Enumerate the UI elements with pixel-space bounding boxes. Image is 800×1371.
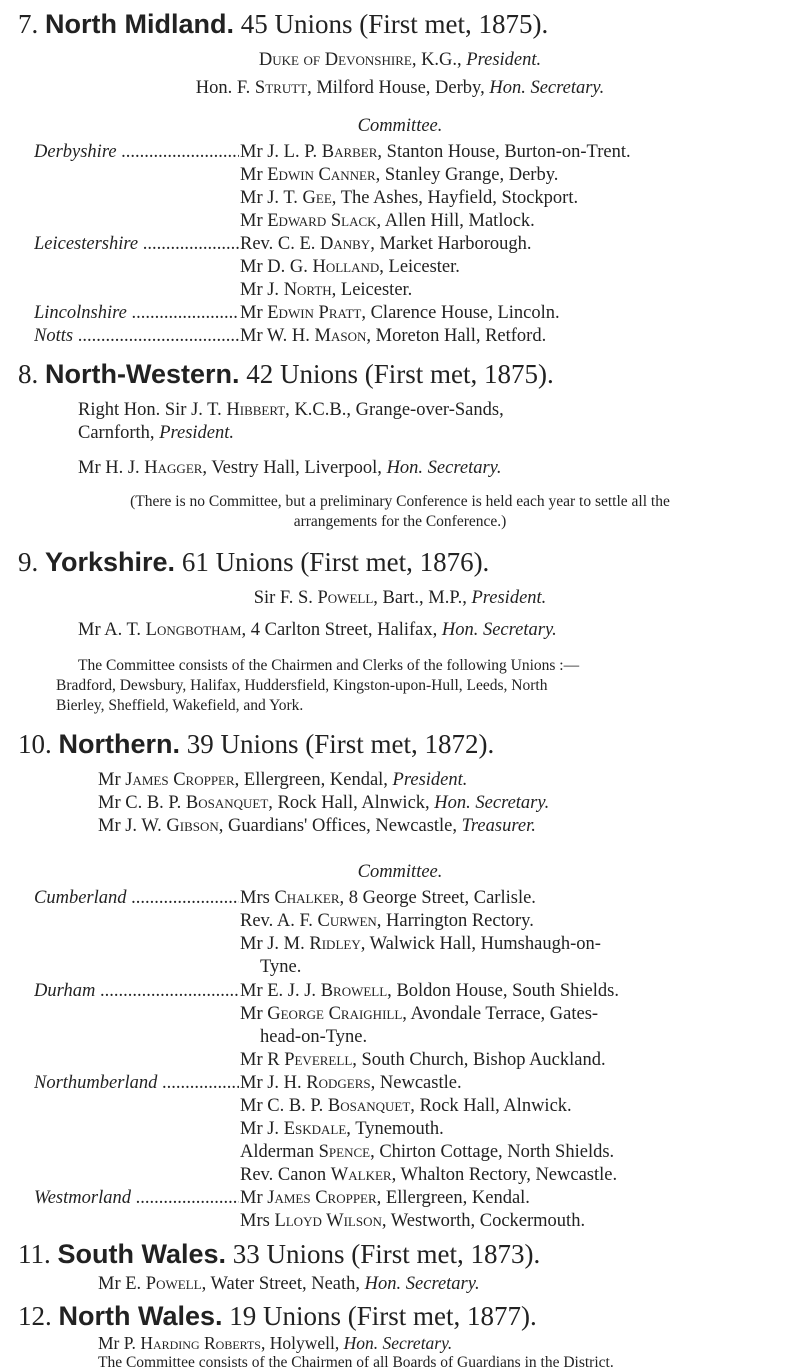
county-label: Lincolnshire ..... [34,303,239,323]
county-label: Notts ..... [34,326,239,346]
president-line: Duke of Devonshire, K.G., President. [258,50,542,70]
committee-member: Mr George Craighill, Avondale Terrace, Gates- [240,1004,599,1024]
note-line: The Committee consists of the Chairmen and Clerks of the following Unions :— [78,657,580,674]
section-number: 7. [18,9,39,39]
secretary-line: Mr E. Powell, Water Street, Neath, Hon. Secretary. [98,1274,480,1294]
section-heading: 11. South Wales. 33 Unions (First met, 1873). [18,1239,541,1269]
committee-member: Rev. C. E. Danby, Market Harborough. [240,234,532,254]
committee-member: Mr R Peverell, South Church, Bishop Auckland. [240,1050,606,1070]
committee-member: Mrs Lloyd Wilson, Westworth, Cockermouth. [240,1211,586,1231]
section-heading: 9. Yorkshire. 61 Unions (First met, 1876). [18,547,490,577]
note-line: Bradford, Dewsbury, Halifax, Huddersfield, Kingston-upon-Hull, Leeds, North [56,677,548,694]
county-label: Northumberland ..... [34,1073,239,1093]
county-label: Westmorland ..... [34,1188,239,1208]
committee-member: Mr J. M. Ridley, Walwick Hall, Humshaugh-on- [240,934,601,954]
committee-member: Mr James Cropper, Ellergreen, Kendal. [240,1188,530,1208]
committee-member: Mr J. Eskdale, Tynemouth. [240,1119,444,1139]
committee-member: Mr J. T. Gee, The Ashes, Hayfield, Stockport. [240,188,579,208]
committee-member: Mr J. H. Rodgers, Newcastle. [240,1073,462,1093]
committee-member: Mr W. H. Mason, Moreton Hall, Retford. [240,326,547,346]
county-label: Cumberland ..... [34,888,239,908]
note-line: The Committee consists of the Chairmen of all Boards of Guardians in the District. [98,1354,614,1371]
county-label: Derbyshire ..... [34,142,239,162]
committee-member: Mrs Chalker, 8 George Street, Carlisle. [240,888,536,908]
committee-heading: Committee. [357,116,443,136]
committee-member: Rev. Canon Walker, Whalton Rectory, Newcastle. [240,1165,618,1185]
committee-member: Mr Edwin Canner, Stanley Grange, Derby. [240,165,559,185]
section-meta: 45 Unions (First met, 1875). [240,9,549,39]
committee-member: Alderman Spence, Chirton Cottage, North Shields. [240,1142,615,1162]
section-heading [18,10,788,40]
note-line: Bierley, Sheffield, Wakefield, and York. [56,697,304,714]
committee-member-cont: Tyne. [260,957,302,977]
treasurer-line: Mr J. W. Gibson, Guardians' Offices, Newcastle, Treasurer. [98,816,536,836]
county-label: Durham ..... [34,981,239,1001]
section-heading: 10. Northern. 39 Unions (First met, 1872). [18,729,495,759]
committee-member-cont: head-on-Tyne. [260,1027,368,1047]
note-line: (There is no Committee, but a preliminary Conference is held each year to settle all the [130,493,670,510]
committee-member: Mr D. G. Holland, Leicester. [240,257,460,277]
section-name: North Midland. [45,9,234,39]
secretary-line: Mr P. Harding Roberts, Holywell, Hon. Secretary. [98,1333,453,1353]
secretary-line: Mr A. T. Longbotham, 4 Carlton Street, Halifax, Hon. Secretary. [78,620,557,640]
president-line: Mr James Cropper, Ellergreen, Kendal, President. [98,770,468,790]
secretary-line: Mr H. J. Hagger, Vestry Hall, Liverpool, Hon. Secretary. [78,458,502,478]
president-line: Right Hon. Sir J. T. Hibbert, K.C.B., Grange-over-Sands, [78,400,504,420]
section-heading: 12. North Wales. 19 Unions (First met, 1877). [18,1301,537,1331]
section-heading: 8. North-Western. 42 Unions (First met, 1875). [18,359,554,389]
secretary-line: Hon. F. Strutt, Milford House, Derby, Hon. Secretary. [195,78,605,98]
committee-member: Mr J. North, Leicester. [240,280,413,300]
committee-member: Mr Edwin Pratt, Clarence House, Lincoln. [240,303,560,323]
committee-heading: Committee. [357,862,443,882]
secretary-line: Mr C. B. P. Bosanquet, Rock Hall, Alnwick, Hon. Secretary. [98,793,550,813]
president-line-cont: Carnforth, President. [78,423,235,443]
committee-member: Mr Edward Slack, Allen Hill, Matlock. [240,211,535,231]
committee-member: Mr E. J. J. Browell, Boldon House, South Shields. [240,981,619,1001]
committee-member: Mr C. B. P. Bosanquet, Rock Hall, Alnwick. [240,1096,572,1116]
county-label: Leicestershire ..... [34,234,239,254]
president-line: Sir F. S. Powell, Bart., M.P., President. [253,588,547,608]
note-line: arrangements for the Conference.) [293,513,507,530]
committee-member: Mr J. L. P. Barber, Stanton House, Burton-on-Trent. [240,142,631,162]
committee-member: Rev. A. F. Curwen, Harrington Rectory. [240,911,534,931]
